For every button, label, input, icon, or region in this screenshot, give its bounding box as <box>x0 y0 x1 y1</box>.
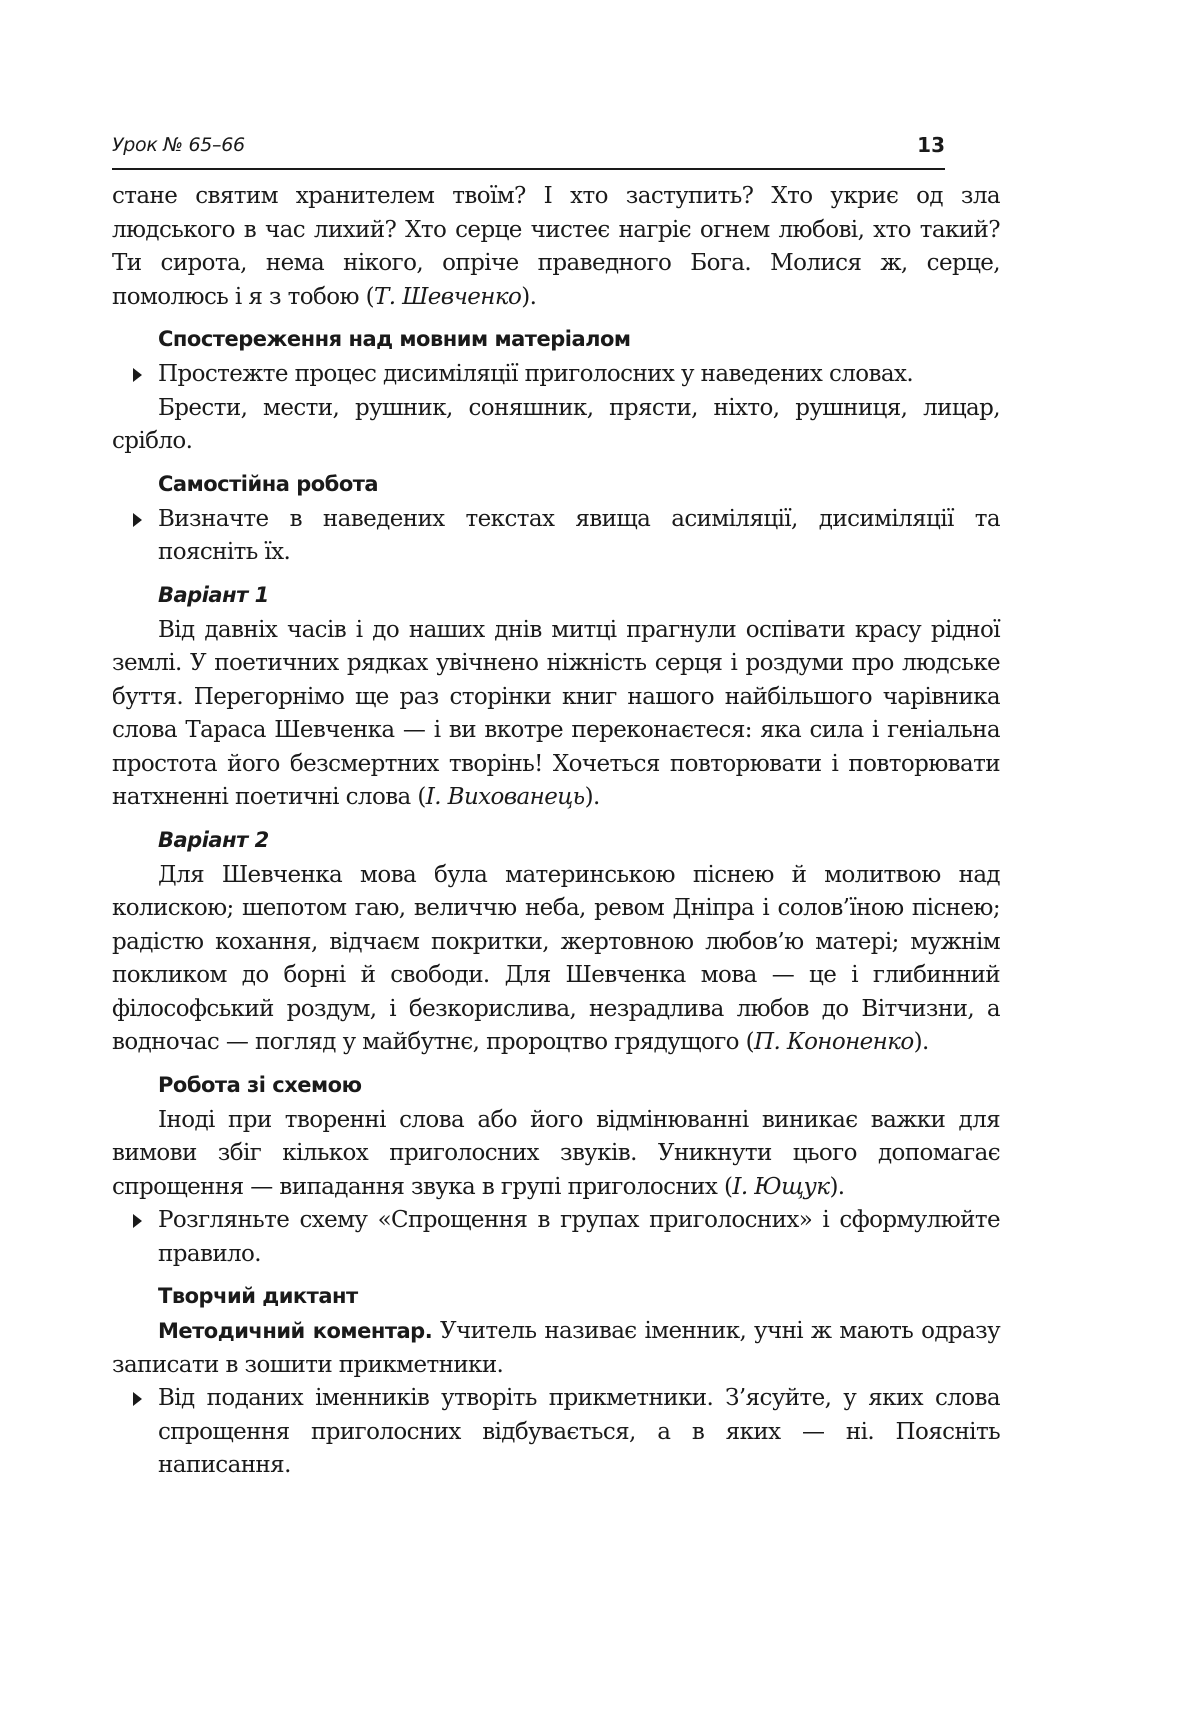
method-comment-text: Учитель називає іменник, учні ж мають одразу записати в зошити прикметники. <box>112 1318 1000 1378</box>
creative-dictation-task-text: Від поданих іменників утворіть прикметники. З’ясуйте, у яких слова спрощення приголосних відбувається, а в яких — ні. Поясніть написання. <box>158 1385 1000 1478</box>
scheme-task <box>112 1204 1000 1271</box>
independent-work-heading: Самостійна робота <box>158 471 379 496</box>
triangle-bullet-icon <box>133 1392 142 1406</box>
page-content <box>112 180 1000 1483</box>
variant2-heading: Варіант 2 <box>158 827 269 852</box>
variant2-author: П. Кононенко <box>753 1029 914 1055</box>
independent-work-task-text: Визначте в наведених текстах явища асиміляції, дисиміляції та поясніть їх. <box>158 505 1000 565</box>
variant1-author: І. Вихованець <box>425 784 585 810</box>
scheme-work-heading: Робота зі схемою <box>158 1072 362 1097</box>
triangle-bullet-icon <box>133 368 142 382</box>
page-number: 13 <box>917 133 945 157</box>
intro-paragraph <box>112 180 1000 314</box>
variant1-text: Від давніх часів і до наших днів митці прагнули оспівати красу рідної землі. У поетичних рядках увічнено ніжність серця і роздуми про людське буття. Перегорнімо ще раз сторінки книг нашого найбільшого чарівника слова Тараса Шевченка — і ви вкотре переконаєтеся: яка сила і геніальна простота його безсмертних творінь! Хочеться повторювати і повторювати натхненні поетичні слова ( <box>112 616 1000 810</box>
scheme-text: Іноді при творенні слова або його відмінюванні виникає важки для вимови збіг кількох приголосних звуків. Уникнути цього допомагає спрощення — випадання звука в групі приголосних ( <box>112 1106 1000 1200</box>
observation-words: Брести, мести, рушник, соняшник, прясти, ніхто, рушниця, лицар, срібло. <box>112 394 1000 454</box>
intro-text: стане святим хранителем твоїм? І хто заступить? Хто укриє од зла людського в час лихий? Хто серце чистеє нагріє огнем любові, хто такий? Ти сирота, нема нікого, опріче праведного Бога. Молися ж, серце, помолюсь і я з тобою ( <box>112 183 1000 310</box>
creative-dictation-heading: Творчий диктант <box>158 1284 358 1308</box>
independent-work-task <box>112 503 1000 570</box>
scheme-author: І. Ющук <box>732 1173 830 1200</box>
triangle-bullet-icon <box>133 513 142 527</box>
intro-author: Т. Шевченко <box>373 283 522 310</box>
lesson-title: Урок № 65–66 <box>112 134 245 156</box>
scheme-task-text: Розгляньте схему «Спрощення в групах приголосних» і сформулюйте правило. <box>158 1207 1000 1267</box>
creative-dictation-task <box>112 1382 1000 1483</box>
variant2-text: Для Шевченка мова була материнською піснею й молитвою над колискою; шепотом гаю, величчю неба, ревом Дніпра і солов’їною піснею; радістю кохання, відчаєм покритки, жертовною любов’ю матері; мужнім покликом до борні й свободи. Для Шевченка мова — це і глибинний філософський роздум, і безкорислива, незрадлива любов до Вітчизни, а водночас — погляд у майбутнє, пророцтво грядущого ( <box>112 861 1000 1055</box>
observation-task <box>112 358 1000 392</box>
variant2-paragraph <box>112 859 1000 1060</box>
method-comment-lead: Методичний коментар. <box>158 1319 433 1343</box>
variant2-end: ). <box>913 1029 929 1055</box>
observation-task-text: Простежте процес дисиміляції приголосних у наведених словах. <box>158 361 914 387</box>
intro-end: ). <box>521 283 537 310</box>
variant1-heading: Варіант 1 <box>158 582 269 607</box>
page-header <box>112 134 945 170</box>
variant1-paragraph <box>112 614 1000 815</box>
variant1-end: ). <box>584 784 600 810</box>
scheme-paragraph <box>112 1104 1000 1205</box>
triangle-bullet-icon <box>133 1214 142 1228</box>
scheme-end: ). <box>829 1173 845 1200</box>
observation-heading: Спостереження над мовним матеріалом <box>158 327 631 351</box>
method-comment-paragraph <box>112 1315 1000 1382</box>
